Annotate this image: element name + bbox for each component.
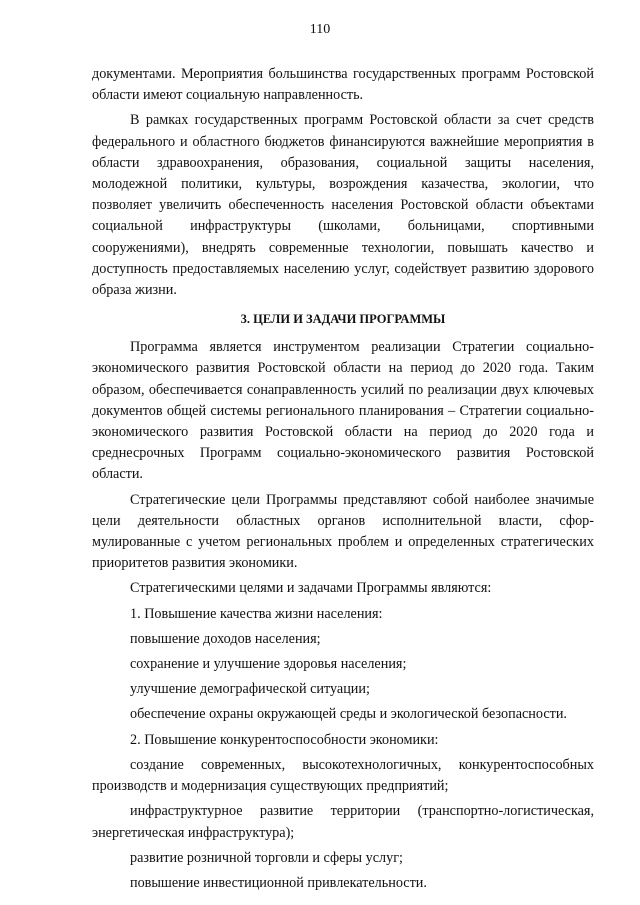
paragraph: документами. Мероприятия большинства государственных программ Ростовской области имеют социальную направленность. <box>92 66 594 104</box>
paragraph: Стратегическими целями и задачами Программы являются: <box>130 580 492 597</box>
list-item: обеспечение охраны окружающей среды и экологической безопасности. <box>130 706 567 723</box>
page-number: 110 <box>309 22 331 37</box>
paragraph: Стратегические цели Программы представляют собой наиболее значимые цели деятельности областных органов исполнительной власти, сформулированные с учетом региональных проблем и определенных стратегических приоритетов развития экономики. <box>92 491 594 572</box>
list-item: повышение доходов населения; <box>130 630 321 647</box>
list-item: инфраструктурное развитие территории (транспортно-логистическая, энергетическая инфраструктура); <box>92 803 594 841</box>
list-item: развитие розничной торговли и сферы услуг; <box>130 849 403 866</box>
page-body <box>92 64 594 898</box>
section-heading: 3. ЦЕЛИ И ЗАДАЧИ ПРОГРАММЫ <box>240 312 446 327</box>
list-item: сохранение и улучшение здоровья населения; <box>130 656 407 673</box>
goal-title: 2. Повышение конкурентоспособности экономики: <box>130 731 439 748</box>
list-item: улучшение демографической ситуации; <box>130 681 370 698</box>
paragraph: Программа является инструментом реализации Стратегии социально-экономического развития Ростовской области на период до 2020 года. Таким образом, обеспечивается сонаправленность усилий по реализации двух ключевых документов общей системы регионального планирования – Стратегии социально-экономического развития Ростовской области на период до 2020 года и среднесрочных Программ социально-экономического развития Ростовской области. <box>92 339 594 483</box>
goal-title: 1. Повышение качества жизни населения: <box>130 605 383 622</box>
paragraph: В рамках государственных программ Ростовской области за счет средств федерального и областного бюджетов финансируются важнейшие мероприятия в области здравоохранения, образования, социальной защиты населения, молодежной политики, культуры, возрождения казачества, экологии, что позволяет увеличить обеспеченность населения Ростовской области объектами социальной инфраструктуры (школами, больницами, спортивными сооружениями), внедрять современные технологии, повышать качество и доступность предоставляемых населению услуг, содействует развитию здорового образа жизни. <box>92 112 594 299</box>
list-item: создание современных, высокотехнологичных, конкурентоспособных производств и модернизация существующих предприятий; <box>92 756 594 795</box>
list-item: повышение инвестиционной привлекательности. <box>130 874 427 891</box>
